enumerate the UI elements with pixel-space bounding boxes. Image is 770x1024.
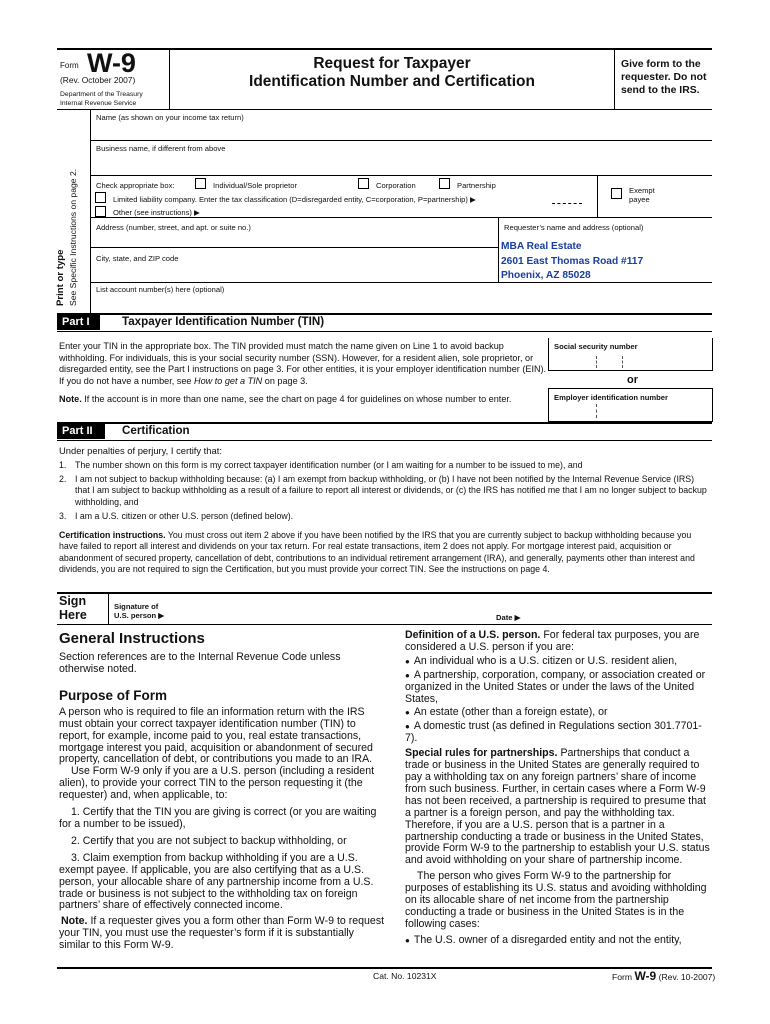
name-label: Name (as shown on your income tax return) — [96, 113, 244, 122]
purpose-p1: A person who is required to file an information return with the IRS must obtain your correct taxpayer identification number (TIN) to report, for example, income paid to you, real estate transactions, mortgage interest you paid, acquisition or abandonment of secured property, cancellation of debt, or contributions you made to an IRA. — [59, 705, 373, 766]
business-name-label: Business name, if different from above — [96, 144, 226, 153]
check-box-label: Check appropriate box: — [96, 181, 175, 190]
signature-input[interactable] — [190, 598, 490, 622]
special-rules-text: Partnerships that conduct a trade or business in the United States are generally required to pay a withholding tax on any foreign partners’ share of income from such business. Further, in certain cases where a Form W-9 has not been received, a partnership is required to presume that a partner is a foreign person, and pay the withholding tax. Therefore, if you are a U.S. person that is a partner in a partnership conducting a trade or business in the United States, provide Form W-9 to the partnership to establish your U.S. status and avoid withholding on your share of partnership income. — [405, 747, 710, 867]
form-id-block — [60, 48, 168, 111]
cert-instructions — [59, 530, 711, 575]
form-title — [172, 55, 612, 91]
account-input[interactable] — [91, 294, 711, 312]
ein-box[interactable] — [548, 388, 713, 422]
ein-label: Employer identification number — [554, 393, 668, 402]
cert-item — [59, 474, 709, 508]
bullet-disregarded: ● The U.S. owner of a disregarded entity and not the entity, — [405, 935, 712, 947]
address-label: Address (number, street, and apt. or suite no.) — [96, 223, 251, 232]
requester-name: MBA Real Estate — [501, 241, 582, 252]
requester-city: Phoenix, AZ 85028 — [501, 270, 591, 281]
cert-instructions-label: Certification instructions. — [59, 530, 166, 540]
person-gives-form: The person who gives Form W-9 to the partnership for purposes of establishing its U.S. status and avoiding withholding on its allocable share of net income from the partnership conducting a trade or business in the United States is in the following cases: — [405, 870, 707, 930]
purpose-item-1: 1. Certify that the TIN you are giving is correct (or you are waiting for a number to be issued), — [59, 806, 377, 830]
see-specific-instructions: See Specific Instructions on page 2. — [68, 168, 78, 306]
other-checkbox[interactable] — [95, 206, 106, 217]
requester-divider — [498, 217, 499, 282]
ssn-label: Social security number — [554, 342, 638, 351]
us-person-definition — [405, 630, 712, 654]
cert-item — [59, 460, 709, 471]
footer-revision: (Rev. 10-2007) — [658, 972, 716, 982]
purpose-p2: Use Form W-9 only if you are a U.S. person (including a resident alien), to provide your correct TIN to the person requesting it (the requester) and, when applicable, to: — [59, 765, 375, 802]
part2-title: Certification — [122, 424, 190, 437]
llc-checkbox[interactable] — [95, 192, 106, 203]
section-references: Section references are to the Internal Revenue Code unless otherwise noted. — [59, 651, 341, 675]
llc-classification-input[interactable] — [552, 194, 582, 204]
sign-top-rule — [57, 592, 712, 594]
footer-form-label: Form — [612, 972, 633, 982]
general-instructions-heading: General Instructions — [59, 630, 205, 647]
sign-bottom-rule — [57, 624, 712, 625]
part1-title: Taxpayer Identification Number (TIN) — [122, 315, 325, 328]
or-label: or — [627, 374, 638, 386]
name-input[interactable] — [91, 122, 711, 140]
here-word: Here — [59, 608, 87, 622]
header-divider-right — [614, 50, 615, 109]
part2-tag: Part II — [57, 424, 105, 439]
partnership-checkbox[interactable] — [439, 178, 450, 189]
requester-street: 2601 East Thomas Road #117 — [501, 256, 644, 267]
signature-label — [114, 602, 164, 620]
sign-divider — [108, 594, 109, 624]
part1-instructions — [59, 341, 547, 388]
exempt-divider — [597, 176, 598, 217]
city-rule — [90, 282, 712, 283]
part1-note-text: If the account is in more than one name, see the chart on page 4 for guidelines on whose number to enter. — [84, 394, 512, 404]
part1-text: Enter your TIN in the appropriate box. The TIN provided must match the name given on Line 1 to avoid backup withholding. For individuals, this is your social security number (SSN). However, for a resident alien, sole proprietor, or disregarded entity, see the Part I instructions on page 3. For other entities, it is your employer identification number (EIN). If you do not have a number, see — [59, 341, 547, 387]
cert-item-num: 2. — [59, 474, 67, 485]
part1-on-page: on page 3. — [264, 376, 308, 387]
requester-label: Requester’s name and address (optional) — [504, 223, 644, 232]
catalog-number: Cat. No. 10231X — [373, 971, 437, 981]
purpose-item-2: 2. Certify that you are not subject to backup withholding, or — [71, 834, 347, 847]
bullet-partnership: ● A partnership, corporation, company, or association created or organized in the United States or under the laws of the United States, — [405, 670, 712, 706]
bullet-individual: ● An individual who is a U.S. citizen or U.S. resident alien, — [405, 656, 712, 668]
purpose-item-3: 3. Claim exemption from backup withholding if you are a U.S. exempt payee. If applicable, you are also certifying that as a U.S. person, your allocable share of any partnership income from a U.S. trade or business is not subject to the withholding tax on foreign partners’ share of effectively connected income. — [59, 851, 374, 912]
corporation-checkbox[interactable] — [358, 178, 369, 189]
cert-item-num: 3. — [59, 510, 67, 521]
left-column — [59, 630, 385, 952]
purpose-note-text: If a requester gives you a form other than Form W-9 to request your TIN, you must use the requester’s form if it is substantially similar to this Form W-9. — [59, 915, 385, 952]
cert-item-text: The number shown on this form is my correct taxpayer identification number (or I am waiting for a number to be issued to me), and — [75, 460, 583, 470]
sign-label — [59, 594, 87, 622]
ssn-divider-1 — [596, 356, 597, 368]
purpose-heading: Purpose of Form — [59, 687, 168, 703]
classification-rule — [90, 217, 712, 218]
cert-item — [59, 511, 709, 522]
partnership-label: Partnership — [457, 181, 496, 190]
side-see-label — [68, 116, 78, 306]
cert-item-text: I am not subject to backup withholding because: (a) I am exempt from backup withholding, or (b) I have not been notified by the Internal Revenue Service (IRS) that I am subject to backup withholding as a result of a failure to report all interest or dividends, or (c) the IRS has notified me that I am no longer subject to backup withholding, and — [75, 474, 707, 507]
ein-divider — [596, 404, 597, 418]
business-name-input[interactable] — [91, 153, 711, 175]
account-label: List account number(s) here (optional) — [96, 285, 225, 294]
footer-form-number: W-9 — [634, 969, 657, 983]
sign-word: Sign — [59, 594, 87, 608]
signature-line-2: U.S. person ▶ — [114, 611, 165, 620]
header-divider-left — [169, 50, 170, 109]
purpose-note — [59, 916, 385, 952]
other-label: Other (see instructions) ▶ — [113, 208, 200, 217]
how-to-get-tin: How to get a TIN — [194, 376, 263, 387]
title-line-1: Request for Taxpayer — [313, 55, 471, 72]
ssn-box[interactable] — [548, 338, 713, 371]
give-form-note: Give form to the requester. Do not send to the IRS. — [621, 59, 707, 96]
cert-item-num: 1. — [59, 460, 67, 470]
bullet-estate: ● An estate (other than a foreign estate), or — [405, 707, 712, 719]
footer-form-id — [612, 969, 715, 983]
city-label: City, state, and ZIP code — [96, 254, 179, 263]
department-label: Department of the Treasury — [60, 91, 143, 98]
individual-checkbox[interactable] — [195, 178, 206, 189]
title-line-2: Identification Number and Certification — [249, 73, 535, 90]
ssn-divider-2 — [622, 356, 623, 368]
city-input[interactable] — [91, 263, 495, 280]
right-column — [405, 630, 712, 947]
business-rule — [90, 175, 712, 176]
form-revision: (Rev. October 2007) — [60, 75, 136, 85]
llc-label: Limited liability company. Enter the tax classification (D=disregarded entity, C=corporation, P=partnership) ▶ — [113, 195, 476, 204]
part1-note — [59, 394, 519, 406]
part1-title-rule — [57, 331, 712, 332]
individual-label: Individual/Sole proprietor — [213, 181, 298, 190]
part1-note-label: Note. — [59, 394, 82, 404]
date-label: Date ▶ — [496, 613, 521, 622]
address-rule — [90, 247, 498, 248]
perjury-intro: Under penalties of perjury, I certify that: — [59, 445, 222, 456]
form-number: W-9 — [87, 48, 136, 78]
bullet-trust: ● A domestic trust (as defined in Regulations section 301.7701-7). — [405, 721, 712, 745]
service-label: Internal Revenue Service — [60, 100, 137, 107]
special-rules — [405, 748, 712, 867]
purpose-note-label: Note. — [61, 915, 88, 928]
header-bottom-rule — [57, 109, 712, 110]
us-person-text: For federal tax purposes, you are considered a U.S. person if you are: — [405, 629, 700, 653]
date-input[interactable] — [535, 598, 710, 622]
corporation-label: Corporation — [376, 181, 416, 190]
cert-instructions-text: You must cross out item 2 above if you have been notified by the IRS that you are currently subject to backup withholding because you have failed to report all interest and dividends on your tax return. For real estate transactions, item 2 does not apply. For mortgage interest paid, acquisition or abandonment of secured property, cancellation of debt, contributions to an individual retirement arrangement (IRA), and generally, payments other than interest and dividends, you are not required to sign the Certification, but you must provide your correct TIN. See the instructions on page 4. — [59, 530, 695, 574]
signature-line-1: Signature of — [114, 602, 159, 611]
name-rule — [90, 140, 712, 141]
exempt-payee-checkbox[interactable] — [611, 188, 622, 199]
part2-title-rule — [57, 440, 712, 441]
form-label: Form — [60, 61, 79, 70]
special-rules-label: Special rules for partnerships. — [405, 747, 558, 760]
print-or-type: Print or type — [55, 249, 66, 306]
side-instructions-label — [55, 116, 66, 306]
address-input[interactable] — [91, 232, 495, 247]
cert-items — [59, 460, 709, 522]
us-person-label: Definition of a U.S. person. — [405, 629, 541, 641]
exempt-payee-label: Exempt payee — [629, 186, 655, 204]
part1-tag: Part I — [57, 315, 100, 330]
cert-item-text: I am a U.S. citizen or other U.S. person (defined below). — [75, 510, 294, 521]
